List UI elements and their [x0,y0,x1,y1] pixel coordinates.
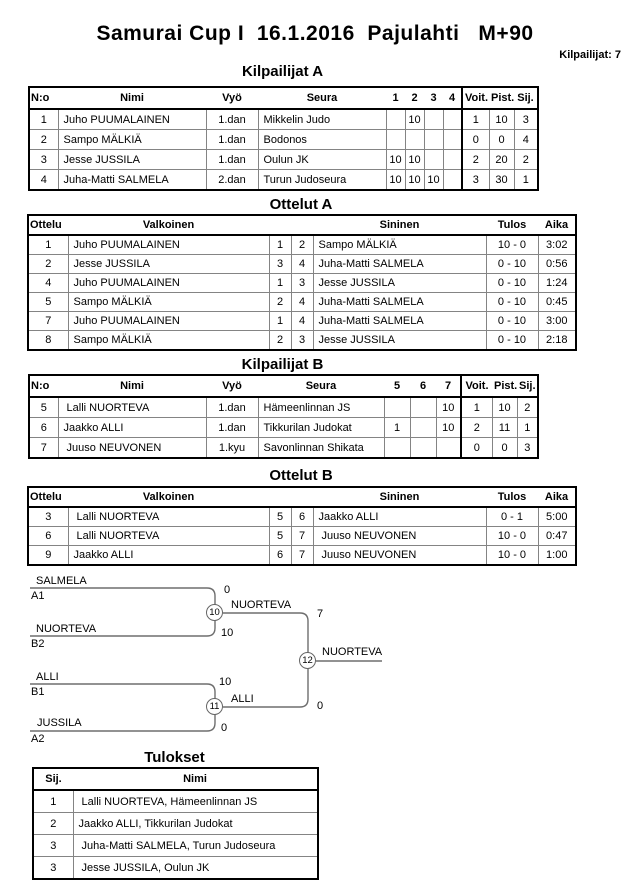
cell-score [384,438,410,459]
table-row [28,331,576,351]
col-header: Nimi [58,375,206,397]
col-header: N:o [29,87,58,109]
cell-time: 1:00 [538,546,576,566]
bracket-sf1-bottom-name: NUORTEVA [36,623,97,635]
matches-a-table [27,214,577,351]
cell-place: 3 [517,438,538,459]
table-header-row [29,375,538,397]
cell-belt: 1.dan [206,130,258,150]
cell-place: 1 [33,790,73,813]
cell-name: Juha-Matti SALMELA [58,170,206,191]
cell-white: Juho PUUMALAINEN [68,274,269,293]
col-header: Voit. [461,375,492,397]
cell-score [386,109,405,130]
cell-time: 5:00 [538,507,576,527]
col-header: Pist. [492,375,517,397]
cell-result: 0 - 10 [486,331,538,351]
col-header: Seura [258,375,384,397]
table-row [28,235,576,255]
cell-blue: Sampo MÄLKIÄ [313,235,486,255]
col-header: 2 [405,87,424,109]
cell-name: Jaakko ALLI, Tikkurilan Judokat [73,813,318,835]
cell-place: 2 [514,150,538,170]
table-header-row [29,87,538,109]
competitors-a-table [28,86,539,191]
cell-score [405,130,424,150]
col-header: Nimi [73,768,318,790]
cell-time: 0:56 [538,255,576,274]
cell-score: 10 [405,150,424,170]
cell-wins: 0 [462,130,489,150]
cell-points: 11 [492,418,517,438]
bracket-sf1-bottom-seed: B2 [31,638,45,650]
cell-score [424,130,443,150]
cell-name: Jesse JUSSILA, Oulun JK [73,857,318,880]
cell-score: 10 [424,170,443,191]
cell-score [424,109,443,130]
table-row [29,150,538,170]
cell-blue: Juha-Matti SALMELA [313,312,486,331]
cell-score: 10 [386,170,405,191]
bracket-sf2-bottom-seed: A2 [31,733,45,745]
cell-blue: Juha-Matti SALMELA [313,293,486,312]
bracket-sf1-winner-score: 7 [317,608,324,620]
cell-score [410,397,436,418]
cell-match-no: 9 [28,546,68,566]
col-header: 6 [410,375,436,397]
table-row [29,397,538,418]
cell-blue-no: 6 [291,507,313,527]
bracket-sf1-top-name: SALMELA [36,575,87,587]
col-header [291,215,313,235]
cell-no: 2 [29,130,58,150]
cell-score [436,438,461,459]
table-row [28,255,576,274]
cell-result: 0 - 10 [486,255,538,274]
cell-club: Hämeenlinnan JS [258,397,384,418]
table-row [33,857,318,880]
table-row [28,546,576,566]
bracket-sf2-top-score: 10 [219,676,232,688]
cell-white-no: 2 [269,293,291,312]
col-header: Voit. [462,87,489,109]
col-header: 7 [436,375,461,397]
table-header-row [28,215,576,235]
cell-belt: 1.dan [206,109,258,130]
cell-white: Jaakko ALLI [68,546,269,566]
bracket-match-11-circle: 11 [206,698,223,715]
cell-no: 1 [29,109,58,130]
cell-white: Juho PUUMALAINEN [68,235,269,255]
cell-result: 0 - 1 [486,507,538,527]
results-table [32,767,319,880]
cell-points: 10 [489,109,514,130]
competitors-b-table [28,374,539,459]
table-row [29,109,538,130]
cell-score: 10 [436,397,461,418]
cell-result: 0 - 10 [486,274,538,293]
cell-white: Sampo MÄLKIÄ [68,293,269,312]
col-header: Tulos [486,215,538,235]
cell-belt: 1.dan [206,150,258,170]
cell-blue: Jesse JUSSILA [313,274,486,293]
cell-time: 1:24 [538,274,576,293]
cell-white-no: 6 [269,546,291,566]
col-header: N:o [29,375,58,397]
cell-place: 3 [514,109,538,130]
cell-match-no: 3 [28,507,68,527]
col-header: Sij. [517,375,538,397]
cell-match-no: 2 [28,255,68,274]
cell-blue-no: 2 [291,235,313,255]
section-title-matches-a: Ottelut A [269,196,333,213]
cell-white-no: 3 [269,255,291,274]
cell-place: 4 [514,130,538,150]
bracket-sf1-top-score: 0 [224,584,231,596]
cell-wins: 0 [461,438,492,459]
col-header: Sininen [313,215,486,235]
col-header: Ottelu [28,215,68,235]
cell-club: Turun Judoseura [258,170,386,191]
col-header: 3 [424,87,443,109]
cell-blue-no: 3 [291,274,313,293]
cell-score [386,130,405,150]
cell-blue: Juha-Matti SALMELA [313,255,486,274]
cell-belt: 2.dan [206,170,258,191]
cell-score [443,170,462,191]
cell-white: Juho PUUMALAINEN [68,312,269,331]
cell-match-no: 1 [28,235,68,255]
cell-blue: Jaakko ALLI [313,507,486,527]
cell-score: 1 [384,418,410,438]
cell-no: 3 [29,150,58,170]
cell-white-no: 1 [269,274,291,293]
cell-match-no: 4 [28,274,68,293]
cell-white: Sampo MÄLKIÄ [68,331,269,351]
matches-b-table [27,486,577,566]
table-row [28,312,576,331]
cell-wins: 1 [462,109,489,130]
bracket-match-12-circle: 12 [299,652,316,669]
bracket-sf2-bottom-score: 0 [221,722,228,734]
cell-time: 2:18 [538,331,576,351]
cell-white-no: 1 [269,235,291,255]
page-title: Samurai Cup I 16.1.2016 Pajulahti M+90 [96,22,534,45]
col-header: Aika [538,487,576,507]
cell-white-no: 2 [269,331,291,351]
cell-club: Oulun JK [258,150,386,170]
cell-score: 10 [405,109,424,130]
cell-score: 10 [386,150,405,170]
col-header [269,487,291,507]
col-header: Vyö [206,375,258,397]
bracket-match-10-circle: 10 [206,604,223,621]
cell-wins: 2 [462,150,489,170]
cell-club: Savonlinnan Shikata [258,438,384,459]
table-row [28,507,576,527]
section-title-matches-b: Ottelut B [269,467,333,484]
cell-belt: 1.kyu [206,438,258,459]
cell-name: Juho PUUMALAINEN [58,109,206,130]
cell-result: 10 - 0 [486,546,538,566]
cell-white: Lalli NUORTEVA [68,507,269,527]
col-header: 1 [386,87,405,109]
col-header: Pist. [489,87,514,109]
cell-blue-no: 7 [291,527,313,546]
participants-count: Kilpailijat: 7 [559,49,621,61]
cell-place: 3 [33,857,73,880]
cell-white-no: 5 [269,507,291,527]
cell-blue: Jesse JUSSILA [313,331,486,351]
cell-points: 0 [492,438,517,459]
cell-name: Jaakko ALLI [58,418,206,438]
cell-result: 10 - 0 [486,527,538,546]
bracket-final-winner: NUORTEVA [322,646,383,658]
cell-no: 7 [29,438,58,459]
cell-blue-no: 4 [291,293,313,312]
table-header-row [28,487,576,507]
section-title-results: Tulokset [144,749,205,766]
cell-score [443,109,462,130]
cell-no: 5 [29,397,58,418]
table-row [29,130,538,150]
cell-name: Sampo MÄLKIÄ [58,130,206,150]
cell-belt: 1.dan [206,397,258,418]
table-row [33,835,318,857]
col-header: Nimi [58,87,206,109]
cell-no: 6 [29,418,58,438]
cell-score [443,130,462,150]
cell-score [410,438,436,459]
cell-match-no: 6 [28,527,68,546]
cell-blue-no: 4 [291,255,313,274]
col-header: 5 [384,375,410,397]
col-header: Valkoinen [68,487,269,507]
cell-belt: 1.dan [206,418,258,438]
cell-blue-no: 7 [291,546,313,566]
cell-match-no: 5 [28,293,68,312]
col-header [269,215,291,235]
cell-white: Jesse JUSSILA [68,255,269,274]
bracket-sf1-winner: NUORTEVA [231,599,292,611]
cell-blue-no: 3 [291,331,313,351]
bracket-sf2-winner: ALLI [231,693,254,705]
cell-blue: Juuso NEUVONEN [313,546,486,566]
cell-result: 10 - 0 [486,235,538,255]
bracket-sf1-top-seed: A1 [31,590,45,602]
cell-name: Jesse JUSSILA [58,150,206,170]
cell-white: Lalli NUORTEVA [68,527,269,546]
col-header: Vyö [206,87,258,109]
table-row [29,170,538,191]
cell-no: 4 [29,170,58,191]
cell-name: Juuso NEUVONEN [58,438,206,459]
cell-result: 0 - 10 [486,312,538,331]
col-header: Aika [538,215,576,235]
cell-score [384,397,410,418]
cell-place: 2 [33,813,73,835]
cell-white-no: 5 [269,527,291,546]
cell-match-no: 7 [28,312,68,331]
col-header: Sininen [313,487,486,507]
col-header: Seura [258,87,386,109]
cell-place: 1 [514,170,538,191]
col-header: Sij. [33,768,73,790]
cell-time: 0:45 [538,293,576,312]
section-title-competitors-a: Kilpailijat A [241,63,324,80]
table-row [28,274,576,293]
col-header: 4 [443,87,462,109]
cell-time: 3:02 [538,235,576,255]
cell-points: 20 [489,150,514,170]
cell-blue-no: 4 [291,312,313,331]
cell-place: 1 [517,418,538,438]
cell-time: 0:47 [538,527,576,546]
cell-score [443,150,462,170]
cell-club: Bodonos [258,130,386,150]
bracket-sf2-top-seed: B1 [31,686,45,698]
table-row [33,813,318,835]
table-row [33,790,318,813]
cell-points: 30 [489,170,514,191]
cell-name: Lalli NUORTEVA, Hämeenlinnan JS [73,790,318,813]
cell-place: 3 [33,835,73,857]
table-header-row [33,768,318,790]
table-row [29,418,538,438]
cell-score [424,150,443,170]
cell-points: 10 [492,397,517,418]
cell-result: 0 - 10 [486,293,538,312]
col-header: Sij. [514,87,538,109]
cell-time: 3:00 [538,312,576,331]
cell-wins: 2 [461,418,492,438]
cell-wins: 3 [462,170,489,191]
bracket-sf2-top-name: ALLI [36,671,59,683]
table-row [28,527,576,546]
cell-score: 10 [405,170,424,191]
cell-name: Juha-Matti SALMELA, Turun Judoseura [73,835,318,857]
bracket-sf1-bottom-score: 10 [221,627,234,639]
cell-name: Lalli NUORTEVA [58,397,206,418]
col-header: Valkoinen [68,215,269,235]
col-header: Tulos [486,487,538,507]
cell-club: Tikkurilan Judokat [258,418,384,438]
cell-score [410,418,436,438]
cell-club: Mikkelin Judo [258,109,386,130]
cell-blue: Juuso NEUVONEN [313,527,486,546]
col-header [291,487,313,507]
cell-wins: 1 [461,397,492,418]
cell-place: 2 [517,397,538,418]
cell-white-no: 1 [269,312,291,331]
col-header: Ottelu [28,487,68,507]
cell-match-no: 8 [28,331,68,351]
table-row [29,438,538,459]
cell-score: 10 [436,418,461,438]
bracket-sf2-winner-score: 0 [317,700,324,712]
table-row [28,293,576,312]
cell-points: 0 [489,130,514,150]
section-title-competitors-b: Kilpailijat B [241,356,324,373]
bracket-sf2-bottom-name: JUSSILA [37,717,82,729]
